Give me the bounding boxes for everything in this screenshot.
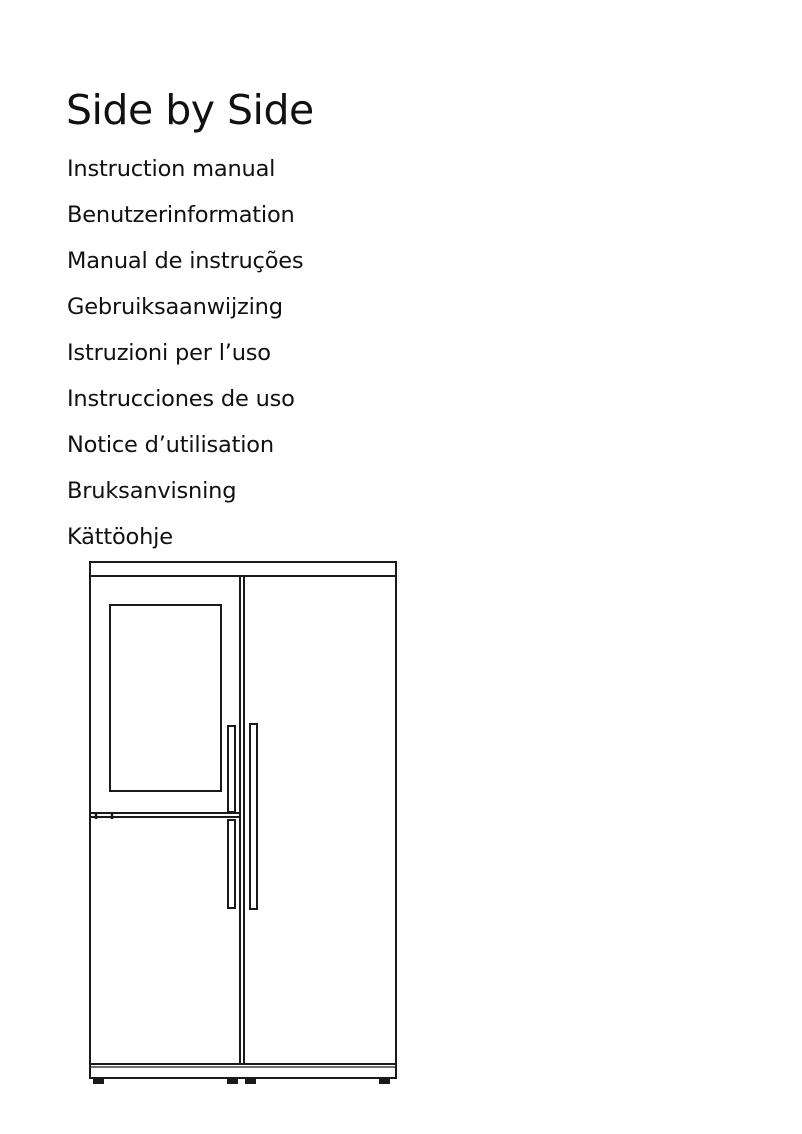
subtitle-dutch: Gebruiksaanwijzing [67,294,283,320]
foot-right [380,1078,389,1083]
document-title: Side by Side [66,86,314,134]
lower-left-door-handle [228,820,235,908]
subtitle-spanish: Instrucciones de uso [67,386,295,412]
subtitle-norwegian: Bruksanvisning [67,478,237,504]
fridge-kick-plate [90,1064,396,1078]
fridge-top-panel [90,562,396,576]
subtitle-finnish: Kättöohje [67,524,173,550]
door-window [110,605,221,791]
subtitle-german: Benutzerinformation [67,202,295,228]
foot-center-right [246,1078,255,1083]
manual-language-list [67,146,303,560]
right-door-handle [250,724,257,909]
refrigerator-illustration [86,558,402,1090]
upper-left-door-handle [228,726,235,812]
foot-left [94,1078,103,1083]
subtitle-french: Notice d’utilisation [67,432,274,458]
subtitle-italian: Istruzioni per l’uso [67,340,271,366]
foot-center-left [228,1078,237,1083]
subtitle-portuguese: Manual de instruções [67,248,304,274]
subtitle-english: Instruction manual [67,156,276,182]
